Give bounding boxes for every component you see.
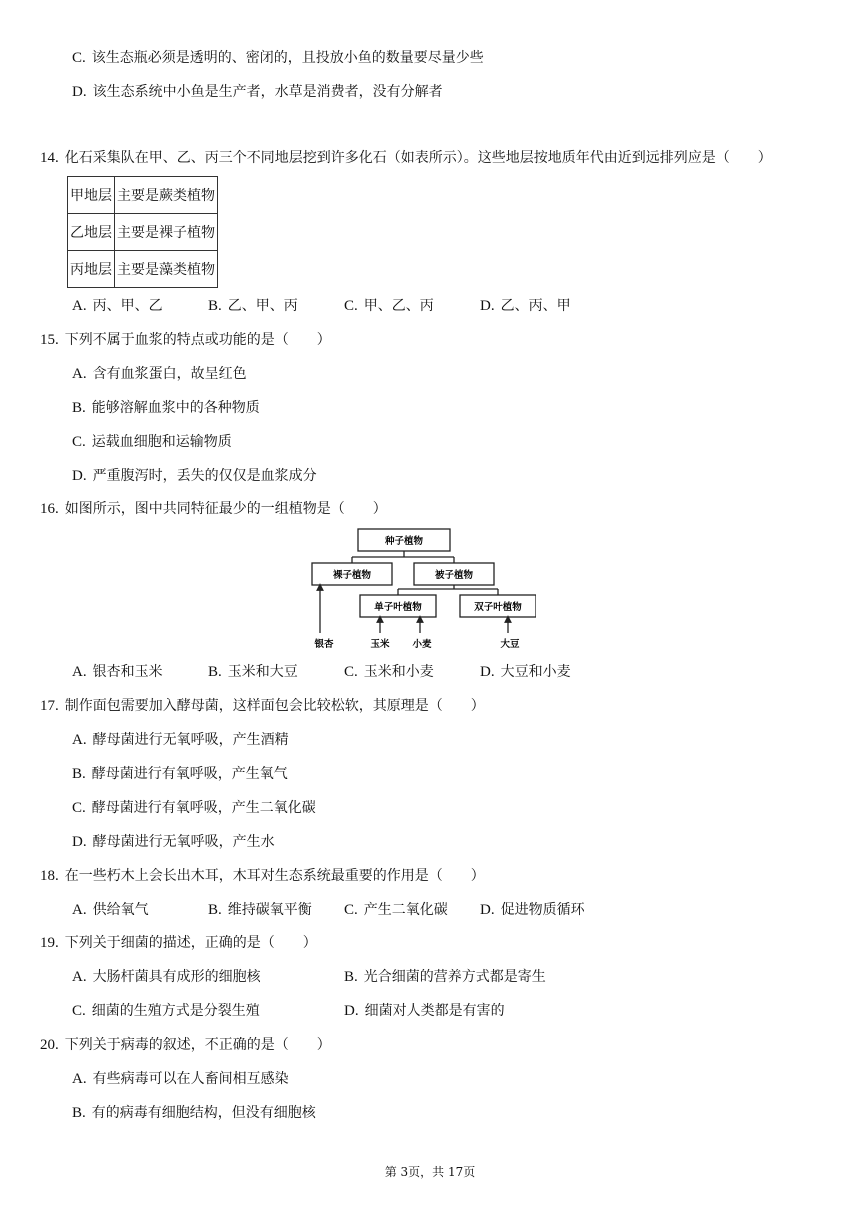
table-row: [68, 251, 218, 288]
seed-plants-label: 种子植物: [384, 536, 424, 547]
q18-option-d: D. 促进物质循环: [480, 902, 585, 918]
q16-option-b: B. 玉米和大豆: [208, 664, 298, 680]
q17-option-b: B. 酵母菌进行有氧呼吸，产生氧气: [72, 766, 288, 782]
page-footer: 第 3页，共 17页: [384, 1165, 476, 1179]
q16-stem: 16. 如图所示，图中共同特征最少的一组植物是（ ）: [40, 501, 387, 517]
monocots-label: 单子叶植物: [374, 602, 422, 613]
q18-stem: 18. 在一些朽木上会长出木耳，木耳对生态系统最重要的作用是（ ）: [40, 868, 485, 884]
q18-option-b: B. 维持碳氧平衡: [208, 902, 312, 918]
fossil-table: [67, 176, 218, 288]
q20-option-b: B. 有的病毒有细胞结构，但没有细胞核: [72, 1105, 316, 1121]
table-cell: 主要是藻类植物: [115, 251, 218, 288]
q16-option-a: A. 银杏和玉米: [72, 664, 163, 680]
table-cell: 甲地层: [68, 177, 115, 214]
plant-classification-diagram: [302, 525, 536, 651]
q18-option-c: C. 产生二氧化碳: [344, 902, 448, 918]
q14-option-a: A. 丙、甲、乙: [72, 298, 163, 314]
q17-option-d: D. 酵母菌进行无氧呼吸，产生水: [72, 834, 275, 850]
q14-option-b: B. 乙、甲、丙: [208, 298, 298, 314]
q17-option-a: A. 酵母菌进行无氧呼吸，产生酒精: [72, 732, 289, 748]
soybean-label: 大豆: [500, 639, 520, 650]
q15-option-c: C. 运载血细胞和运输物质: [72, 434, 232, 450]
angiosperms-label: 被子植物: [434, 570, 474, 581]
q15-stem: 15. 下列不属于血浆的特点或功能的是（ ）: [40, 332, 331, 348]
q14-option-c: C. 甲、乙、丙: [344, 298, 434, 314]
q17-option-c: C. 酵母菌进行有氧呼吸，产生二氧化碳: [72, 800, 316, 816]
table-cell: 乙地层: [68, 214, 115, 251]
dicots-label: 双子叶植物: [474, 602, 522, 613]
q14-stem: 14. 化石采集队在甲、乙、丙三个不同地层挖到许多化石（如表所示）。这些地层按地质年代由近到远排列应是（ ）: [40, 150, 772, 166]
q16-option-c: C. 玉米和小麦: [344, 664, 434, 680]
table-row: [68, 214, 218, 251]
q19-stem: 19. 下列关于细菌的描述，正确的是（ ）: [40, 935, 317, 951]
table-cell: 主要是裸子植物: [115, 214, 218, 251]
q20-stem: 20. 下列关于病毒的叙述，不正确的是（ ）: [40, 1037, 331, 1053]
q19-option-b: B. 光合细菌的营养方式都是寄生: [344, 969, 546, 985]
q19-option-c: C. 细菌的生殖方式是分裂生殖: [72, 1003, 260, 1019]
q14-option-d: D. 乙、丙、甲: [480, 298, 571, 314]
q15-option-d: D. 严重腹泻时，丢失的仅仅是血浆成分: [72, 468, 317, 484]
q18-option-a: A. 供给氧气: [72, 902, 149, 918]
q15-option-b: B. 能够溶解血浆中的各种物质: [72, 400, 260, 416]
q16-option-d: D. 大豆和小麦: [480, 664, 571, 680]
q19-option-d: D. 细菌对人类都是有害的: [344, 1003, 505, 1019]
table-row: [68, 177, 218, 214]
corn-label: 玉米: [370, 639, 390, 650]
gymnosperms-label: 裸子植物: [332, 570, 372, 581]
q19-option-a: A. 大肠杆菌具有成形的细胞核: [72, 969, 261, 985]
q17-stem: 17. 制作面包需要加入酵母菌，这样面包会比较松软，其原理是（ ）: [40, 698, 485, 714]
q13-option-d: D. 该生态系统中小鱼是生产者，水草是消费者，没有分解者: [72, 84, 443, 100]
table-cell: 丙地层: [68, 251, 115, 288]
q13-option-c: C. 该生态瓶必须是透明的、密闭的，且投放小鱼的数量要尽量少些: [72, 50, 484, 66]
wheat-label: 小麦: [412, 639, 432, 650]
q20-option-a: A. 有些病毒可以在人畜间相互感染: [72, 1071, 289, 1087]
ginkgo-label: 银杏: [314, 639, 334, 650]
q15-option-a: A. 含有血浆蛋白，故呈红色: [72, 366, 247, 382]
table-cell: 主要是蕨类植物: [115, 177, 218, 214]
